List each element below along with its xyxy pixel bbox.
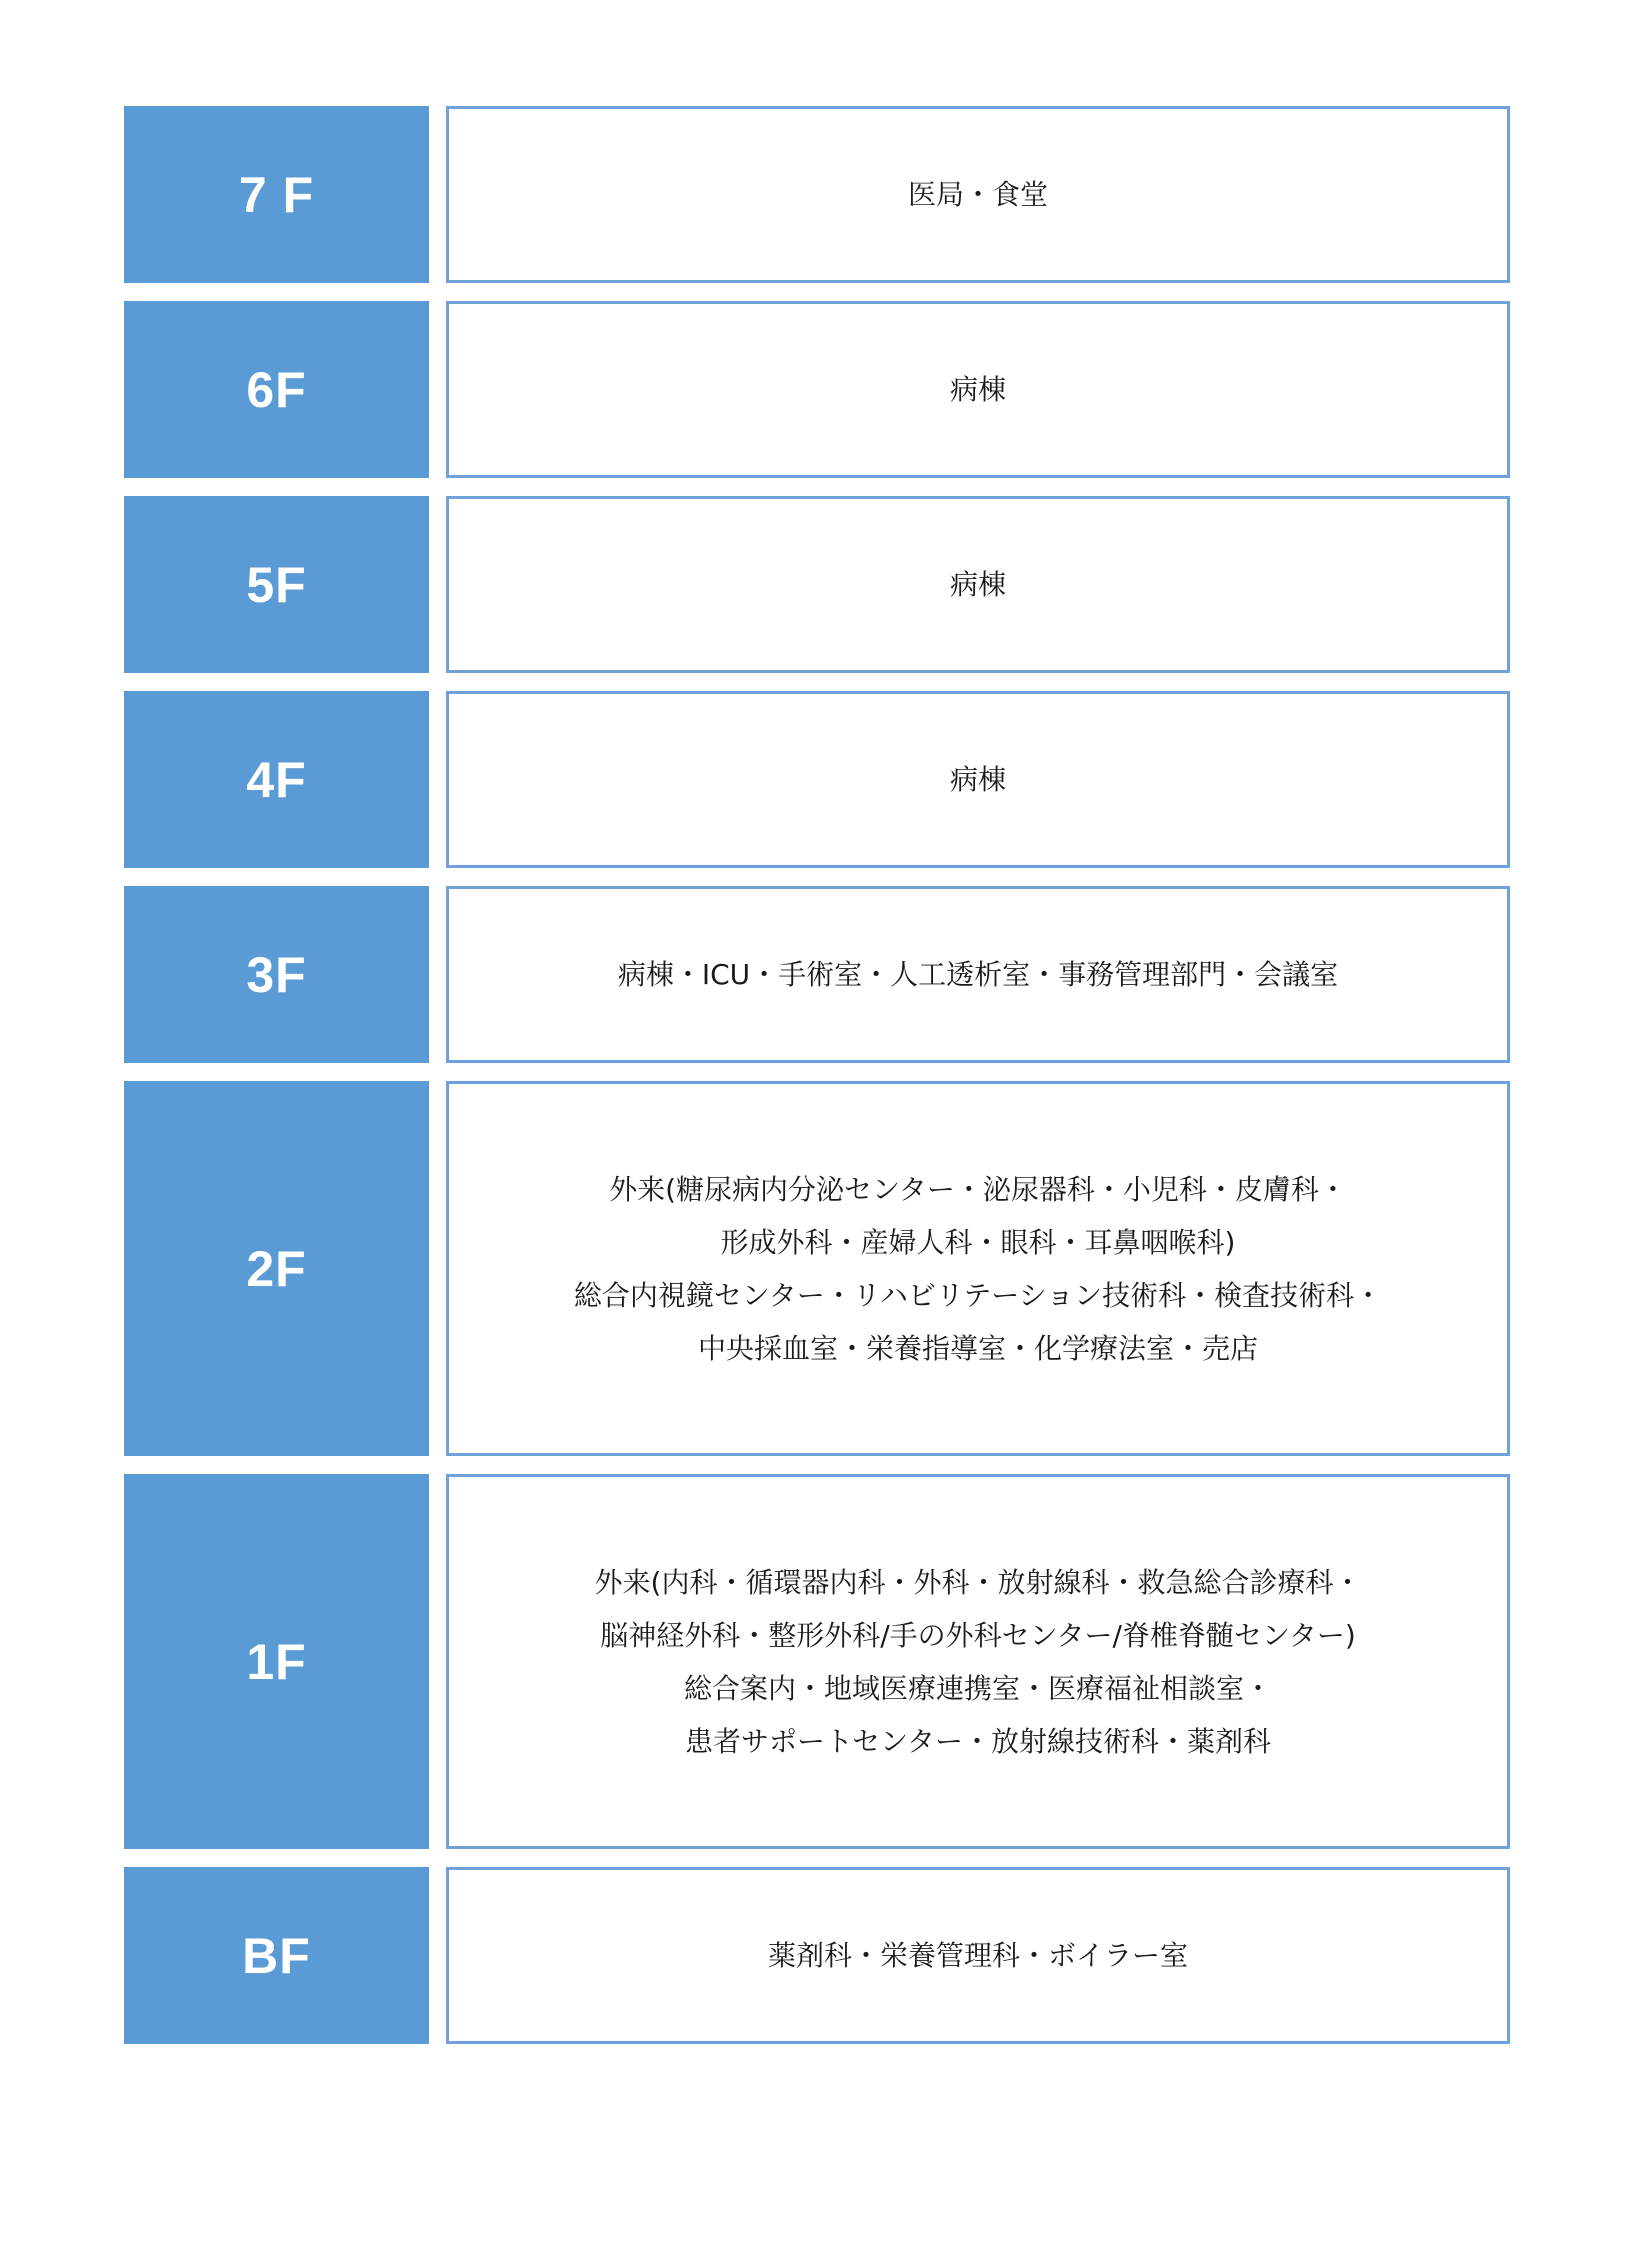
floor-description-line: 中央採血室・栄養指導室・化学療法室・売店: [697, 1331, 1258, 1365]
floor-description-line: 外来(糖尿病内分泌センター・泌尿器科・小児科・皮膚科・: [609, 1172, 1347, 1206]
floor-label: 5F: [124, 496, 429, 673]
floor-label: 6F: [124, 301, 429, 478]
floor-label: 3F: [124, 886, 429, 1063]
floor-description-line: 病棟: [949, 763, 1006, 796]
floor-description-line: 外来(内科・循環器内科・外科・放射線科・救急総合診療科・: [594, 1565, 1362, 1599]
floor-row-6f: [124, 301, 1510, 478]
floor-label: 7 F: [124, 106, 429, 283]
floor-description-line: 患者サポートセンター・放射線技術科・薬剤科: [684, 1724, 1272, 1758]
floor-description-line: 薬剤科・栄養管理科・ボイラー室: [767, 1939, 1188, 1972]
floor-row-1f: [124, 1474, 1510, 1849]
floor-label: 2F: [124, 1081, 429, 1456]
floor-label: 1F: [124, 1474, 429, 1849]
floor-description: [446, 301, 1510, 478]
floor-description: [446, 1081, 1510, 1456]
floor-row-4f: [124, 691, 1510, 868]
floor-description: [446, 496, 1510, 673]
floor-description-line: 病棟: [949, 373, 1006, 406]
floor-label: 4F: [124, 691, 429, 868]
floor-description-line: 形成外科・産婦人科・眼科・耳鼻咽喉科): [720, 1225, 1236, 1259]
floor-label: BF: [124, 1867, 429, 2044]
floor-description-line: 病棟・ICU・手術室・人工透析室・事務管理部門・会議室: [617, 958, 1339, 991]
floor-row-bf: [124, 1867, 1510, 2044]
floor-description-line: 医局・食堂: [907, 178, 1048, 211]
floor-description-line: 総合案内・地域医療連携室・医療福祉相談室・: [683, 1671, 1272, 1705]
floor-description-line: 病棟: [949, 568, 1006, 601]
floor-description: [446, 1474, 1510, 1849]
floor-row-2f: [124, 1081, 1510, 1456]
floor-row-5f: [124, 496, 1510, 673]
floor-description: [446, 886, 1510, 1063]
floor-description-line: 脳神経外科・整形外科/手の外科センター/脊椎脊髄センター): [600, 1618, 1356, 1652]
floor-description: [446, 1867, 1510, 2044]
floor-description: [446, 691, 1510, 868]
floor-row-7f: [124, 106, 1510, 283]
floor-description-line: 総合内視鏡センター・リハビリテーション技術科・検査技術科・: [573, 1278, 1383, 1312]
floor-row-3f: [124, 886, 1510, 1063]
floor-guide: [124, 106, 1510, 2044]
floor-description: [446, 106, 1510, 283]
